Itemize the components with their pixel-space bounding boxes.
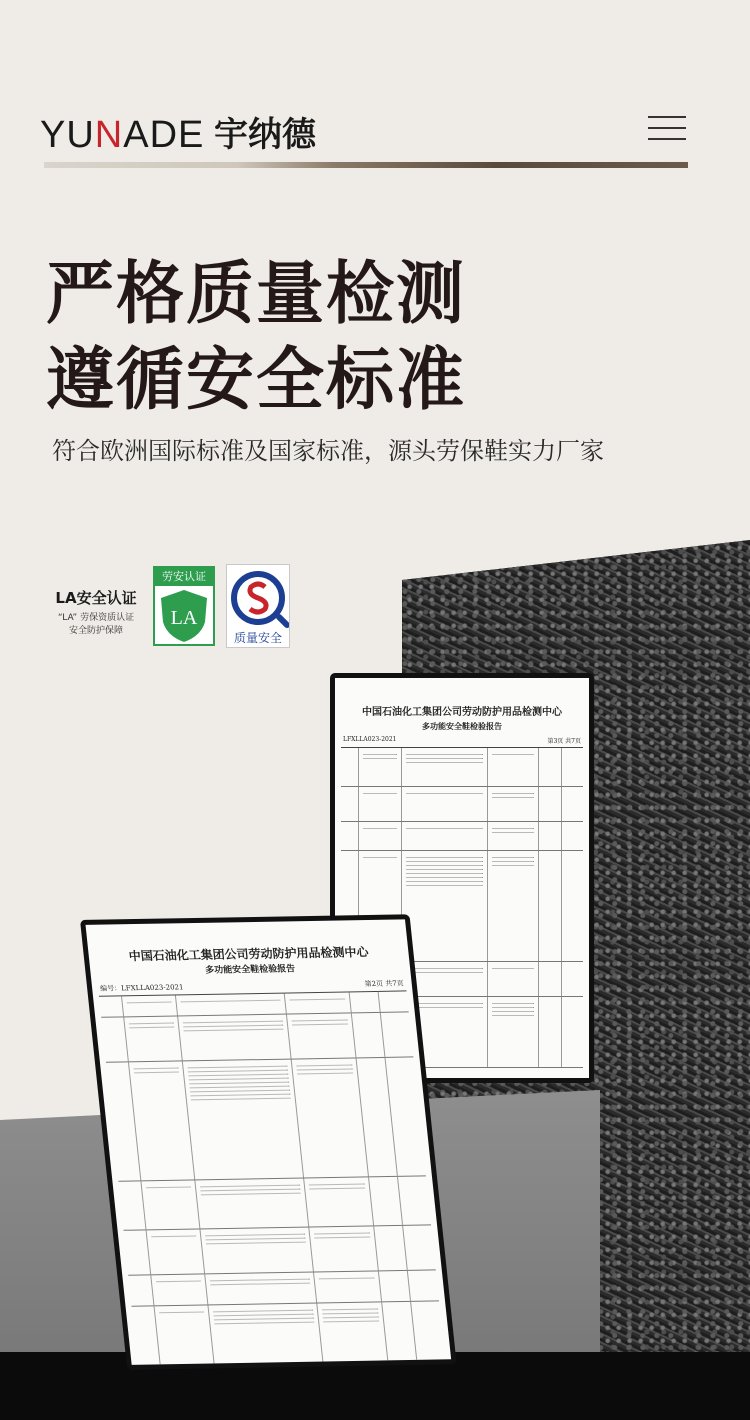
report-org: 中国石油化工集团公司劳动防护用品检测中心 [362, 707, 562, 718]
inspection-report-page-2 [80, 914, 457, 1370]
brand-logo[interactable] [40, 112, 204, 158]
page-subtitle: 符合欧洲国际标准及国家标准，源头劳保鞋实力厂家 [52, 437, 604, 465]
table-row [341, 822, 583, 851]
logo-prefix: YU [40, 114, 95, 156]
report-title: 多功能安全鞋检验报告 [204, 964, 296, 976]
table-row [106, 1057, 426, 1181]
report-meta [335, 732, 589, 747]
certification-desc-1: “LA” 劳保资质认证 [57, 613, 135, 623]
table-row [341, 748, 583, 787]
la-shield-icon [155, 586, 213, 644]
report-table [99, 990, 447, 1370]
certification-title: LA安全认证 [55, 589, 137, 607]
brand-name-cn: 宇纳德 [214, 115, 316, 155]
logo-accent-letter: N [94, 114, 124, 156]
certification-desc-2: 安全防护保障 [68, 626, 123, 636]
report-page: 第2页 共7页 [364, 979, 405, 989]
qs-logo-icon [227, 567, 289, 629]
page-headline [46, 252, 466, 424]
certification-info [46, 588, 146, 638]
la-badge-label: 劳安认证 [155, 568, 213, 586]
report-org: 中国石油化工集团公司劳动防护用品检测中心 [128, 945, 370, 964]
report-page: 第3页 共7页 [547, 738, 581, 745]
report-number: LFXLLA023-2021 [343, 736, 397, 743]
logo-suffix: ADE [123, 114, 205, 156]
headline-line-2: 遵循安全标准 [46, 341, 467, 420]
report-title: 多功能安全鞋检验报告 [422, 721, 502, 731]
menu-line [648, 116, 686, 118]
menu-icon[interactable] [648, 114, 686, 142]
menu-line [648, 138, 686, 140]
la-mark: LA [170, 607, 198, 629]
table-row [118, 1176, 431, 1230]
la-certification-badge [153, 566, 215, 646]
table-row [101, 1012, 413, 1062]
table-row [124, 1225, 436, 1275]
header-divider [44, 162, 688, 168]
quality-safety-badge [226, 564, 290, 648]
menu-line [648, 127, 686, 129]
table-row [132, 1301, 447, 1370]
report-number: 编号：LFXLLA023-2021 [99, 983, 184, 993]
headline-line-1: 严格质量检测 [46, 255, 467, 334]
header [0, 0, 750, 180]
table-row [341, 787, 583, 822]
qs-badge-label: 质量安全 [227, 629, 289, 647]
